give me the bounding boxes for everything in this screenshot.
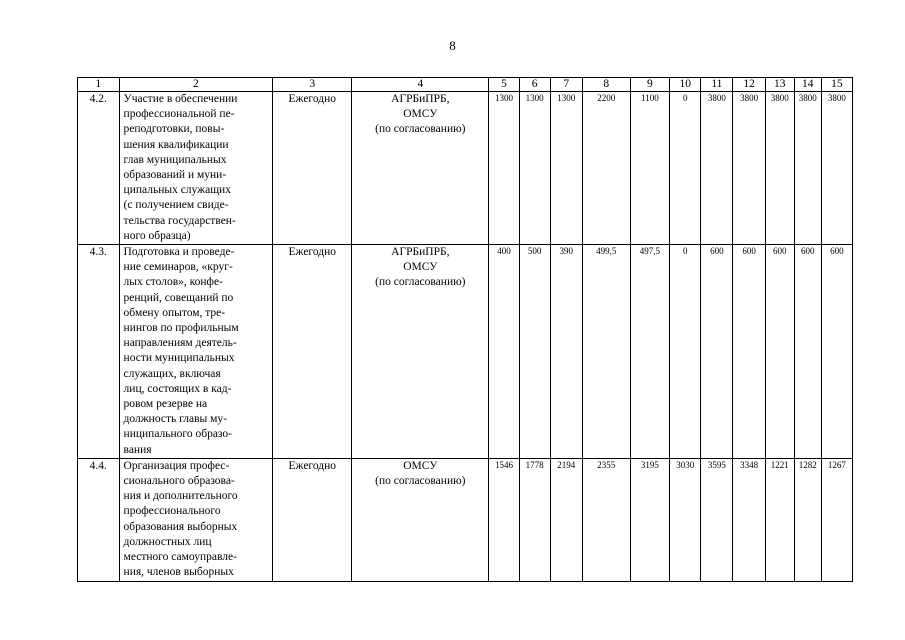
executor-cell	[352, 92, 489, 245]
value-cell: 3348	[733, 458, 765, 581]
text-line: ного образца)	[123, 229, 191, 242]
executor-cell	[352, 245, 489, 459]
text-line: направлениям деятель-	[123, 337, 237, 350]
table-row	[78, 92, 853, 245]
text-line: профессионального	[123, 505, 221, 518]
text-line: (по согласованию)	[375, 276, 466, 289]
text-line: ровом резерве на	[123, 398, 208, 411]
text-line: реподготовки, повы-	[123, 123, 225, 136]
column-header: 3	[273, 78, 352, 92]
column-header: 2	[119, 78, 273, 92]
column-header: 7	[550, 78, 582, 92]
value-cell: 1300	[550, 92, 582, 245]
item-number-cell: 4.3.	[78, 245, 120, 459]
period-cell: Ежегодно	[273, 92, 352, 245]
value-cell: 1300	[489, 92, 519, 245]
text-line: образования выборных	[123, 520, 238, 533]
column-header: 9	[630, 78, 669, 92]
value-cell: 499,5	[582, 245, 630, 459]
text-line: ренций, совещаний по	[123, 291, 234, 304]
value-cell: 400	[489, 245, 519, 459]
text-line: нингов по профильным	[123, 322, 239, 335]
column-header: 6	[519, 78, 550, 92]
value-cell: 2355	[582, 458, 630, 581]
column-header: 15	[821, 78, 852, 92]
description-cell	[119, 92, 273, 245]
column-header: 10	[670, 78, 701, 92]
value-cell: 3800	[733, 92, 765, 245]
text-line: ципальных служащих	[123, 184, 231, 197]
value-cell: 600	[765, 245, 794, 459]
executor-cell	[352, 458, 489, 581]
column-header: 8	[582, 78, 630, 92]
text-line: сионального образова-	[123, 475, 235, 488]
value-cell: 0	[670, 92, 701, 245]
text-line: профессиональной пе-	[123, 108, 235, 121]
value-cell: 1546	[489, 458, 519, 581]
text-line: лых столов», конфе-	[123, 276, 223, 289]
text-line: лиц, состоящих в кад-	[123, 382, 232, 395]
text-line: образований и муни-	[123, 169, 227, 182]
value-cell: 1267	[821, 458, 852, 581]
value-cell: 390	[550, 245, 582, 459]
description-cell	[119, 245, 273, 459]
table-row	[78, 245, 853, 459]
value-cell: 3800	[765, 92, 794, 245]
description-cell	[119, 458, 273, 581]
text-line: Организация профес-	[123, 459, 230, 472]
text-line: местного самоуправле-	[123, 551, 237, 564]
value-cell: 1282	[794, 458, 821, 581]
item-number-cell: 4.4.	[78, 458, 120, 581]
text-line: ния и дополнительного	[123, 490, 238, 503]
value-cell: 3800	[794, 92, 821, 245]
text-line: ния, членов выборных	[123, 566, 234, 579]
text-line: АГРБиПРБ,	[391, 93, 450, 105]
text-line: ОМСУ	[403, 108, 438, 121]
period-cell: Ежегодно	[273, 458, 352, 581]
value-cell: 600	[701, 245, 733, 459]
text-line: АГРБиПРБ,	[391, 246, 450, 259]
text-line: (по согласованию)	[375, 123, 466, 136]
column-header: 13	[765, 78, 794, 92]
value-cell: 600	[821, 245, 852, 459]
value-cell: 500	[519, 245, 550, 459]
value-cell: 3595	[701, 458, 733, 581]
text-line: (по согласованию)	[375, 475, 466, 488]
header-row	[78, 78, 853, 92]
text-line: глав муниципальных	[123, 153, 227, 166]
text-line: ОМСУ	[403, 459, 438, 472]
text-line: тельства государствен-	[123, 214, 236, 227]
text-line: вания	[123, 443, 152, 456]
value-cell: 2194	[550, 458, 582, 581]
value-cell: 3195	[630, 458, 669, 581]
page-number: 8	[449, 38, 456, 53]
text-line: Подготовка и проведе-	[123, 246, 235, 259]
value-cell: 2200	[582, 92, 630, 245]
column-header: 14	[794, 78, 821, 92]
value-cell: 1300	[519, 92, 550, 245]
text-line: ОМСУ	[403, 261, 438, 274]
column-header: 1	[78, 78, 120, 92]
column-header: 5	[489, 78, 519, 92]
program-table	[77, 77, 853, 582]
value-cell: 600	[733, 245, 765, 459]
text-line: должностных лиц	[123, 535, 212, 548]
text-line: ниципального образо-	[123, 428, 232, 441]
value-cell: 1221	[765, 458, 794, 581]
column-header: 4	[352, 78, 489, 92]
value-cell: 3030	[670, 458, 701, 581]
value-cell: 1778	[519, 458, 550, 581]
value-cell: 497,5	[630, 245, 669, 459]
text-line: служащих, включая	[123, 367, 221, 380]
column-header: 12	[733, 78, 765, 92]
text-line: ности муниципальных	[123, 352, 235, 365]
text-line: (с получением свиде-	[123, 199, 229, 212]
value-cell: 3800	[701, 92, 733, 245]
text-line: обмену опытом, тре-	[123, 306, 226, 319]
text-line: должность главы му-	[123, 413, 227, 426]
value-cell: 600	[794, 245, 821, 459]
period-cell: Ежегодно	[273, 245, 352, 459]
value-cell: 0	[670, 245, 701, 459]
text-line: ние семинаров, «круг-	[123, 261, 233, 274]
value-cell: 3800	[821, 92, 852, 245]
column-header: 11	[701, 78, 733, 92]
text-line: Участие в обеспечении	[123, 93, 238, 105]
value-cell: 1100	[630, 92, 669, 245]
text-line: шения квалификации	[123, 138, 229, 151]
item-number-cell: 4.2.	[78, 92, 120, 245]
table-row	[78, 458, 853, 581]
